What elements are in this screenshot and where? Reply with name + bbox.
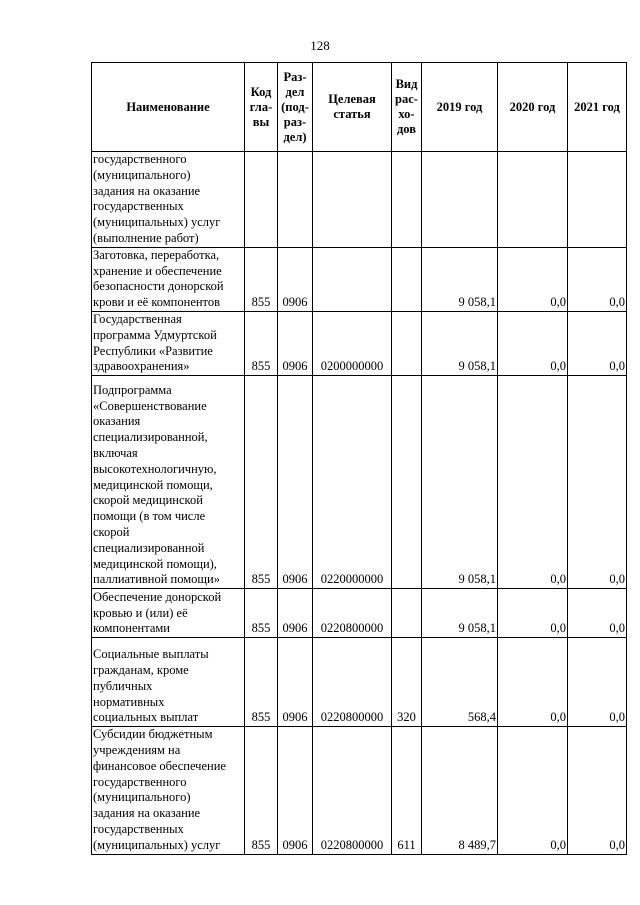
row-value-2019: 9 058,1 — [422, 311, 498, 375]
row-name — [92, 152, 245, 248]
row-value-2020: 0,0 — [498, 638, 568, 727]
row-expense-code — [392, 589, 422, 638]
row-name-line: публичных — [93, 678, 153, 693]
header-line: Вид — [395, 77, 418, 91]
row-expense-code — [392, 311, 422, 375]
row-value-2020: 0,0 — [498, 247, 568, 311]
header-line: (под- — [281, 99, 309, 114]
row-name-line: программа Удмуртской — [93, 327, 217, 342]
header-expense — [392, 63, 422, 152]
row-target-code — [313, 152, 392, 248]
header-line: дел — [285, 84, 305, 99]
row-name-line: государственного — [93, 774, 187, 789]
row-name-line: медицинской помощи), — [93, 556, 217, 571]
row-value-2019: 8 489,7 — [422, 727, 498, 854]
row-name-line: Субсидии бюджетным — [93, 727, 213, 742]
row-chapter-code: 855 — [245, 376, 278, 589]
row-name-line: Государственная — [93, 311, 182, 326]
row-expense-code — [392, 376, 422, 589]
row-name-line: кровью и (или) её — [93, 605, 188, 620]
row-name-line: государственных — [93, 199, 184, 214]
row-name-line: социальных выплат — [93, 710, 199, 725]
header-line: вы — [252, 114, 270, 129]
row-chapter-code: 855 — [245, 589, 278, 638]
row-name-line: задания на оказание — [93, 183, 201, 198]
row-expense-code: 320 — [392, 638, 422, 727]
row-name-line: помощи (в том числе — [93, 509, 206, 524]
row-value-2020: 0,0 — [498, 311, 568, 375]
row-name — [92, 311, 245, 375]
row-value-2020 — [498, 152, 568, 248]
row-name-line: включая — [93, 445, 138, 460]
header-target — [313, 63, 392, 152]
header-line: рас- — [395, 92, 418, 106]
row-name-line: скорой — [93, 524, 130, 539]
row-target-code: 0220800000 — [313, 589, 392, 638]
header-line: дел) — [283, 129, 307, 144]
header-2020: 2020 год — [498, 63, 568, 152]
row-name-line: скорой медицинской — [93, 493, 203, 508]
row-name-line: нормативных — [93, 694, 165, 709]
row-value-2021: 0,0 — [568, 376, 627, 589]
row-name-line: высокотехнологичную, — [93, 461, 217, 476]
row-value-2019 — [422, 152, 498, 248]
row-name-line: (муниципального) — [93, 790, 191, 805]
row-value-2021: 0,0 — [568, 247, 627, 311]
row-name-line: оказания — [93, 414, 141, 429]
row-name-line: здравоохранения» — [93, 359, 190, 374]
row-value-2019: 9 058,1 — [422, 247, 498, 311]
row-section-code: 0906 — [278, 311, 313, 375]
row-name-line: Обеспечение донорской — [93, 589, 222, 604]
row-section-code: 0906 — [278, 376, 313, 589]
row-name-line: задания на оказание — [93, 806, 201, 821]
row-section-code: 0906 — [278, 247, 313, 311]
header-2021: 2021 год — [568, 63, 627, 152]
row-chapter-code: 855 — [245, 247, 278, 311]
row-name-line: (муниципального) — [93, 167, 191, 182]
row-value-2019: 9 058,1 — [422, 376, 498, 589]
row-name — [92, 589, 245, 638]
row-name — [92, 638, 245, 727]
table-row — [92, 152, 627, 248]
header-row — [92, 63, 627, 152]
row-name-line: (выполнение работ) — [93, 230, 199, 245]
header-line: статья — [333, 107, 371, 121]
row-target-code: 0200000000 — [313, 311, 392, 375]
row-chapter-code: 855 — [245, 638, 278, 727]
row-target-code: 0220800000 — [313, 727, 392, 854]
row-section-code: 0906 — [278, 638, 313, 727]
table-row — [92, 638, 627, 727]
row-name — [92, 376, 245, 589]
table-row — [92, 247, 627, 311]
row-expense-code: 611 — [392, 727, 422, 854]
row-value-2019: 568,4 — [422, 638, 498, 727]
row-target-code: 0220000000 — [313, 376, 392, 589]
header-2019: 2019 год — [422, 63, 498, 152]
table-row — [92, 589, 627, 638]
row-name-line: гражданам, кроме — [93, 662, 189, 677]
row-chapter-code: 855 — [245, 727, 278, 854]
row-value-2021: 0,0 — [568, 589, 627, 638]
row-value-2021: 0,0 — [568, 311, 627, 375]
budget-table — [91, 62, 627, 855]
row-name-line: Социальные выплаты — [93, 647, 209, 662]
header-line: Раз- — [283, 69, 307, 84]
row-name-line: финансовое обеспечение — [93, 758, 226, 773]
row-name-line: Подпрограмма — [93, 382, 172, 397]
header-chapter — [245, 63, 278, 152]
row-name-line: специализированной, — [93, 430, 208, 445]
row-expense-code — [392, 247, 422, 311]
row-name-line: медицинской помощи, — [93, 477, 213, 492]
row-value-2020: 0,0 — [498, 727, 568, 854]
row-name-line: хранение и обеспечение — [93, 263, 222, 278]
table-body — [92, 152, 627, 855]
row-section-code: 0906 — [278, 589, 313, 638]
row-name-line: Заготовка, переработка, — [93, 247, 220, 262]
header-line: дов — [396, 122, 416, 136]
header-line: раз- — [283, 114, 307, 129]
row-value-2021: 0,0 — [568, 638, 627, 727]
header-name: Наименование — [92, 63, 245, 152]
row-value-2020: 0,0 — [498, 376, 568, 589]
header-line: Целевая — [328, 92, 376, 106]
row-name-line: крови и её компонентов — [93, 295, 221, 310]
row-name — [92, 247, 245, 311]
row-name-line: (муниципальных) услуг — [93, 215, 221, 230]
row-value-2020: 0,0 — [498, 589, 568, 638]
table-row — [92, 376, 627, 589]
row-name-line: специализированной — [93, 540, 205, 555]
row-name-line: государственного — [93, 152, 187, 166]
row-name-line: «Совершенствование — [93, 398, 207, 413]
row-value-2021 — [568, 152, 627, 248]
row-name-line: паллиативной помощи» — [93, 572, 220, 587]
header-line: хо- — [398, 107, 415, 121]
row-name — [92, 727, 245, 854]
row-name-line: учреждениям на — [93, 742, 181, 757]
row-expense-code — [392, 152, 422, 248]
row-value-2019: 9 058,1 — [422, 589, 498, 638]
row-target-code: 0220800000 — [313, 638, 392, 727]
row-chapter-code — [245, 152, 278, 248]
row-name-line: безопасности донорской — [93, 279, 224, 294]
table-row — [92, 727, 627, 854]
row-name-line: компонентами — [93, 621, 170, 636]
row-target-code — [313, 247, 392, 311]
header-line: Код — [250, 84, 272, 99]
header-line: гла- — [249, 99, 273, 114]
row-value-2021: 0,0 — [568, 727, 627, 854]
row-section-code: 0906 — [278, 727, 313, 854]
table-row — [92, 311, 627, 375]
row-section-code — [278, 152, 313, 248]
header-section — [278, 63, 313, 152]
row-chapter-code: 855 — [245, 311, 278, 375]
row-name-line: (муниципальных) услуг — [93, 837, 221, 852]
row-name-line: Республики «Развитие — [93, 343, 213, 358]
row-name-line: государственных — [93, 821, 184, 836]
page-number: 128 — [310, 38, 330, 53]
